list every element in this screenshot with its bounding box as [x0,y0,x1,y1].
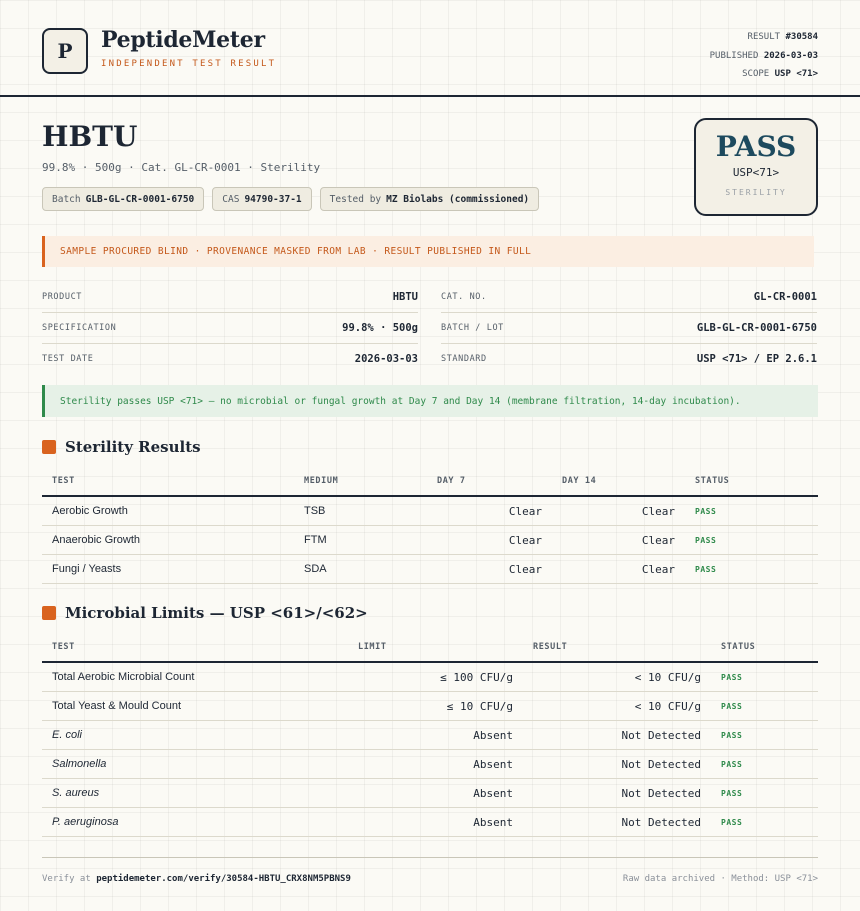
table-row: Fungi / Yeasts SDA Clear Clear PASS [42,555,818,584]
verdict-standard: USP<71> [732,166,780,179]
table-row: P. aeruginosa Absent Not Detected PASS [42,808,818,837]
verify-line: Verify at peptidemeter.com/verify/30584-HBTU_CRX8NM5PBNS9 [42,874,351,884]
blind-sample-notice: SAMPLE PROCURED BLIND · PROVENANCE MASKED FROM LAB · RESULT PUBLISHED IN FULL [42,236,814,267]
info-row-specification: SPECIFICATION 99.8% · 500g [42,313,418,344]
table-row: Total Yeast & Mould Count ≤ 10 CFU/g < 10 CFU/g PASS [42,692,818,721]
summary-banner: Sterility passes USP <71> — no microbial or fungal growth at Day 7 and Day 14 (membrane filtration, 14-day incubation). [42,385,818,417]
report-header [0,0,860,97]
info-right [441,282,817,374]
status-badge: PASS [711,808,818,837]
table-row: Salmonella Absent Not Detected PASS [42,750,818,779]
cas-chip: CAS 94790-37-1 [212,187,311,211]
brand-name: PeptideMeter [101,27,265,53]
table-row: E. coli Absent Not Detected PASS [42,721,818,750]
status-badge: PASS [711,692,818,721]
status-badge: PASS [711,662,818,692]
table-row: Anaerobic Growth FTM Clear Clear PASS [42,526,818,555]
status-badge: PASS [711,750,818,779]
info-row-standard: STANDARD USP <71> / EP 2.6.1 [441,353,817,365]
info-row-product: PRODUCT HBTU [42,282,418,313]
sterility-table [42,467,818,584]
logo-mark: P [42,28,88,74]
info-left [42,282,418,374]
info-row-batch: BATCH / LOT GLB-GL-CR-0001-6750 [441,313,817,344]
status-badge: PASS [685,496,818,526]
status-badge: PASS [685,555,818,584]
meta-scope: SCOPE USP <71> [742,69,818,79]
table-row: Aerobic Growth TSB Clear Clear PASS [42,496,818,526]
table-row: S. aureus Absent Not Detected PASS [42,779,818,808]
microbial-heading: Microbial Limits — USP <61>/<62> [42,604,368,622]
verify-link[interactable]: peptidemeter.com/verify/30584-HBTU_CRX8NM5PBNS9 [96,874,351,884]
batch-chip: Batch GLB-GL-CR-0001-6750 [42,187,204,211]
tested-by-chip: Tested by MZ Biolabs (commissioned) [320,187,539,211]
microbial-table [42,633,818,837]
report-footer [42,857,818,884]
status-badge: PASS [711,779,818,808]
section-marker-icon [42,440,56,454]
table-header-row: TEST MEDIUM DAY 7 DAY 14 STATUS [42,467,818,496]
product-title: HBTU [42,120,138,153]
meta-result: RESULT #30584 [747,32,818,42]
sterility-heading: Sterility Results [42,438,201,456]
product-chips [42,187,539,211]
table-row: Total Aerobic Microbial Count ≤ 100 CFU/g < 10 CFU/g PASS [42,662,818,692]
product-subtitle: 99.8% · 500g · Cat. GL-CR-0001 · Sterility [42,161,321,174]
info-row-cat-no: CAT. NO. GL-CR-0001 [441,282,817,313]
section-marker-icon [42,606,56,620]
status-badge: PASS [685,526,818,555]
verdict-result: PASS [715,130,797,163]
info-row-test-date: TEST DATE 2026-03-03 [42,353,418,365]
footer-method: Raw data archived · Method: USP <71> [622,874,818,884]
status-badge: PASS [711,721,818,750]
verdict-badge [694,118,818,216]
meta-published: PUBLISHED 2026-03-03 [709,50,818,61]
verdict-category: STERILITY [725,188,787,197]
brand-tagline: INDEPENDENT TEST RESULT [101,59,277,69]
report-meta [710,28,818,84]
table-header-row: TEST LIMIT RESULT STATUS [42,633,818,662]
